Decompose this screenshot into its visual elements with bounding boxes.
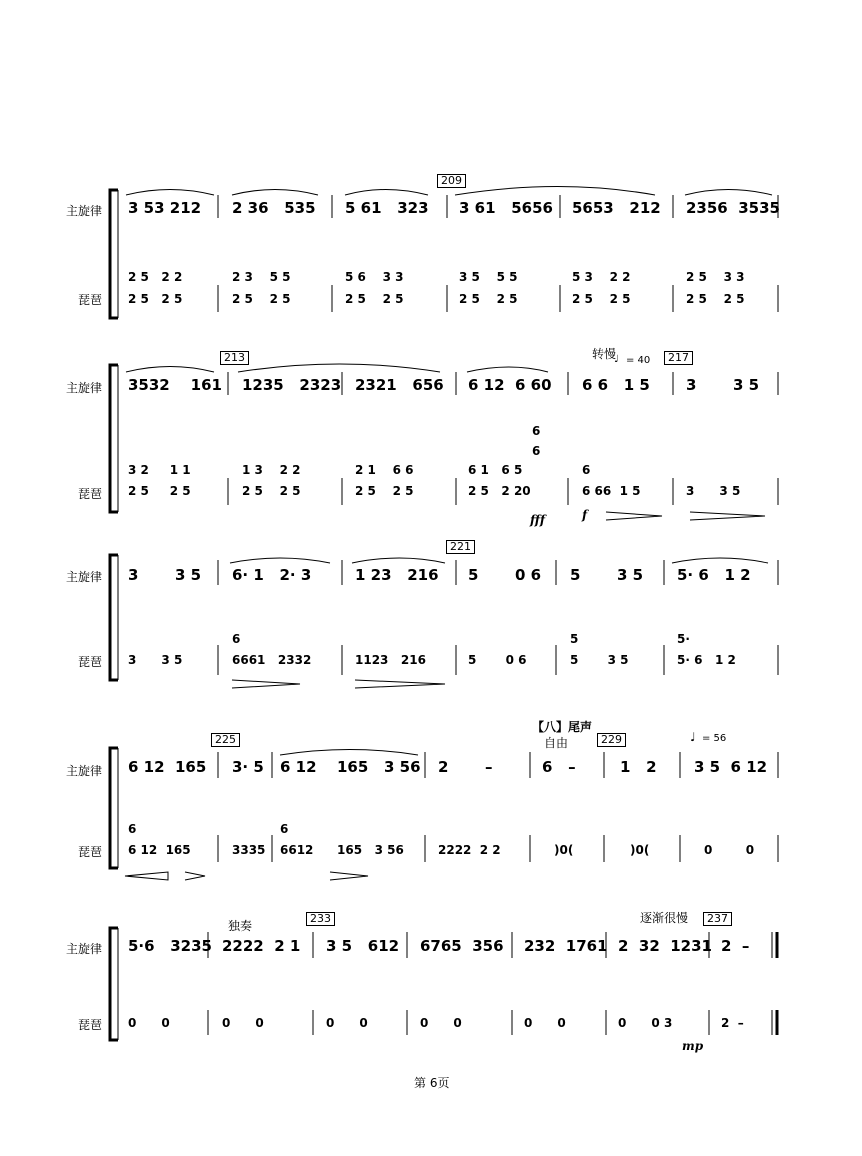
- melody-measure: 2222 2 1: [222, 937, 301, 955]
- melody-measure: 2321 656: [355, 376, 444, 394]
- pipa-upper: 5·: [677, 632, 690, 646]
- pipa-lower: 0 0: [326, 1016, 368, 1030]
- pipa-lower: 165 3 56: [337, 843, 404, 857]
- melody-measure: 3 53 212: [128, 199, 202, 217]
- solo-marking: 独奏: [228, 919, 253, 933]
- melody-measure: 2356 3535: [686, 199, 780, 217]
- pipa-upper: 5: [570, 632, 579, 646]
- pipa-lower: 0 0 3: [618, 1016, 673, 1030]
- melody-measure: 2 36 535: [232, 199, 316, 217]
- melody-measure: 6765 356: [420, 937, 504, 955]
- pipa-lower: 3 3 5: [128, 653, 183, 667]
- part-label-melody: 主旋律: [66, 204, 103, 218]
- pipa-lower: 0 0: [128, 1016, 170, 1030]
- pipa-chord-note: 6: [532, 424, 541, 438]
- melody-measure: 1235 2323: [242, 376, 342, 394]
- pipa-upper: 2 5 2 2: [128, 270, 183, 284]
- dynamic-f: f: [582, 508, 588, 522]
- part-label-pipa: 琵琶: [78, 487, 103, 501]
- pipa-upper: 6: [128, 822, 137, 836]
- measure-number: 209: [437, 174, 466, 188]
- pipa-lower: 2 5 2 20: [468, 484, 531, 498]
- melody-measure: 5·6 3235: [128, 937, 212, 955]
- system-brackets: [110, 190, 118, 1040]
- melody-measure: 2 32 1231: [618, 937, 712, 955]
- pipa-upper: 1 3 2 2: [242, 463, 301, 477]
- pipa-upper: 5 6 3 3: [345, 270, 404, 284]
- tempo-marking: = 40: [626, 355, 651, 366]
- measure-number: 237: [703, 912, 732, 926]
- pipa-lower: 0 0: [524, 1016, 566, 1030]
- pipa-lower: 3 3 5: [686, 484, 741, 498]
- pipa-lower: 0 0: [420, 1016, 462, 1030]
- pipa-upper: 6: [582, 463, 591, 477]
- tempo-marking: = 56: [702, 733, 727, 744]
- pipa-lower: 6 12 165: [128, 843, 191, 857]
- pipa-upper: 3 5 5 5: [459, 270, 518, 284]
- hairpins: [125, 512, 768, 880]
- pipa-lower: 2 5 2 5: [355, 484, 414, 498]
- melody-measure: 6 12 6 60: [468, 376, 552, 394]
- melody-measure: 1 2: [620, 758, 657, 776]
- pipa-lower: 2 5 2 5: [345, 292, 404, 306]
- pipa-upper: 6: [232, 632, 241, 646]
- melody-measure: 3532 161: [128, 376, 222, 394]
- part-label-pipa: 琵琶: [78, 845, 103, 859]
- measure-number: 225: [211, 733, 240, 747]
- part-label-pipa: 琵琶: [78, 1018, 103, 1032]
- pipa-lower: 5 0 6: [468, 653, 527, 667]
- page-number: 第 6页: [414, 1076, 450, 1090]
- melody-measure: 5 0 6: [468, 566, 542, 584]
- measure-number: 233: [306, 912, 335, 926]
- melody-measure: 3 3 5: [128, 566, 202, 584]
- pipa-lower: 6612: [280, 843, 314, 857]
- part-label-melody: 主旋律: [66, 942, 103, 956]
- part-label-pipa: 琵琶: [78, 293, 103, 307]
- slurs: [126, 187, 772, 756]
- quarter-note-icon: ♩: [690, 730, 696, 744]
- pipa-lower: 0 0: [704, 843, 755, 857]
- measure-number: 217: [664, 351, 693, 365]
- free-tempo-marking: 自由: [544, 736, 569, 750]
- part-label-melody: 主旋律: [66, 381, 103, 395]
- pipa-upper: 5 3 2 2: [572, 270, 631, 284]
- pipa-lower: 2 5 2 5: [128, 484, 191, 498]
- pipa-lower: 2 –: [721, 1016, 744, 1030]
- measure-number: 213: [220, 351, 249, 365]
- section-heading: 【八】尾声: [532, 720, 593, 734]
- pipa-lower: 2 5 2 5: [459, 292, 518, 306]
- pipa-lower: )0(: [630, 843, 650, 857]
- pipa-lower: 2 5 2 5: [572, 292, 631, 306]
- pipa-lower: 3335: [232, 843, 266, 857]
- pipa-lower: 1123 216: [355, 653, 426, 667]
- pipa-lower: 2 5 2 5: [242, 484, 301, 498]
- melody-measure: 2 –: [721, 937, 750, 955]
- pipa-lower: 6 66 1 5: [582, 484, 641, 498]
- ritard-marking: 转慢: [592, 347, 617, 361]
- pipa-upper: 2 1 6 6: [355, 463, 414, 477]
- melody-measure: 232 1761: [524, 937, 608, 955]
- pipa-upper: 2 3 5 5: [232, 270, 291, 284]
- dynamic-mp: mp: [682, 1039, 704, 1053]
- pipa-lower: 6661 2332: [232, 653, 312, 667]
- melody-measure: 165 3 56: [337, 758, 421, 776]
- dynamic-fff: fff: [530, 513, 546, 527]
- melody-measure: 3· 5: [232, 758, 264, 776]
- melody-measure: 1 23 216: [355, 566, 439, 584]
- melody-measure: 3 3 5: [686, 376, 760, 394]
- pipa-upper: 6: [280, 822, 289, 836]
- measure-number: 229: [597, 733, 626, 747]
- part-label-melody: 主旋律: [66, 764, 103, 778]
- pipa-lower: 5 3 5: [570, 653, 629, 667]
- pipa-lower: 2 5 2 5: [128, 292, 183, 306]
- pipa-lower: 0 0: [222, 1016, 264, 1030]
- pipa-lower: 2 5 2 5: [686, 292, 745, 306]
- melody-measure: 6 12 165: [128, 758, 207, 776]
- melody-measure: 3 61 5656: [459, 199, 553, 217]
- pipa-upper: 2 5 3 3: [686, 270, 745, 284]
- gradual-slow-marking: 逐渐很慢: [640, 911, 689, 925]
- pipa-lower: 2 5 2 5: [232, 292, 291, 306]
- pipa-lower: )0(: [554, 843, 574, 857]
- melody-measure: 6 12: [280, 758, 317, 776]
- quarter-note-icon: ♩: [614, 354, 619, 365]
- pipa-upper: 6 1 6 5: [468, 463, 523, 477]
- melody-measure: 6 6 1 5: [582, 376, 650, 394]
- pipa-lower: 5· 6 1 2: [677, 653, 736, 667]
- melody-measure: 3 5 6 12: [694, 758, 768, 776]
- melody-measure: 2 –: [438, 758, 493, 776]
- melody-measure: 6· 1 2· 3: [232, 566, 312, 584]
- melody-measure: 5653 212: [572, 199, 661, 217]
- measure-number: 221: [446, 540, 475, 554]
- pipa-lower: 2222 2 2: [438, 843, 501, 857]
- part-label-pipa: 琵琶: [78, 655, 103, 669]
- melody-measure: 3 5 612: [326, 937, 400, 955]
- melody-measure: 5· 6 1 2: [677, 566, 751, 584]
- melody-measure: 6 –: [542, 758, 576, 776]
- pipa-upper: 3 2 1 1: [128, 463, 191, 477]
- part-label-melody: 主旋律: [66, 570, 103, 584]
- melody-measure: 5 61 323: [345, 199, 429, 217]
- pipa-chord-note: 6: [532, 444, 541, 458]
- melody-measure: 5 3 5: [570, 566, 644, 584]
